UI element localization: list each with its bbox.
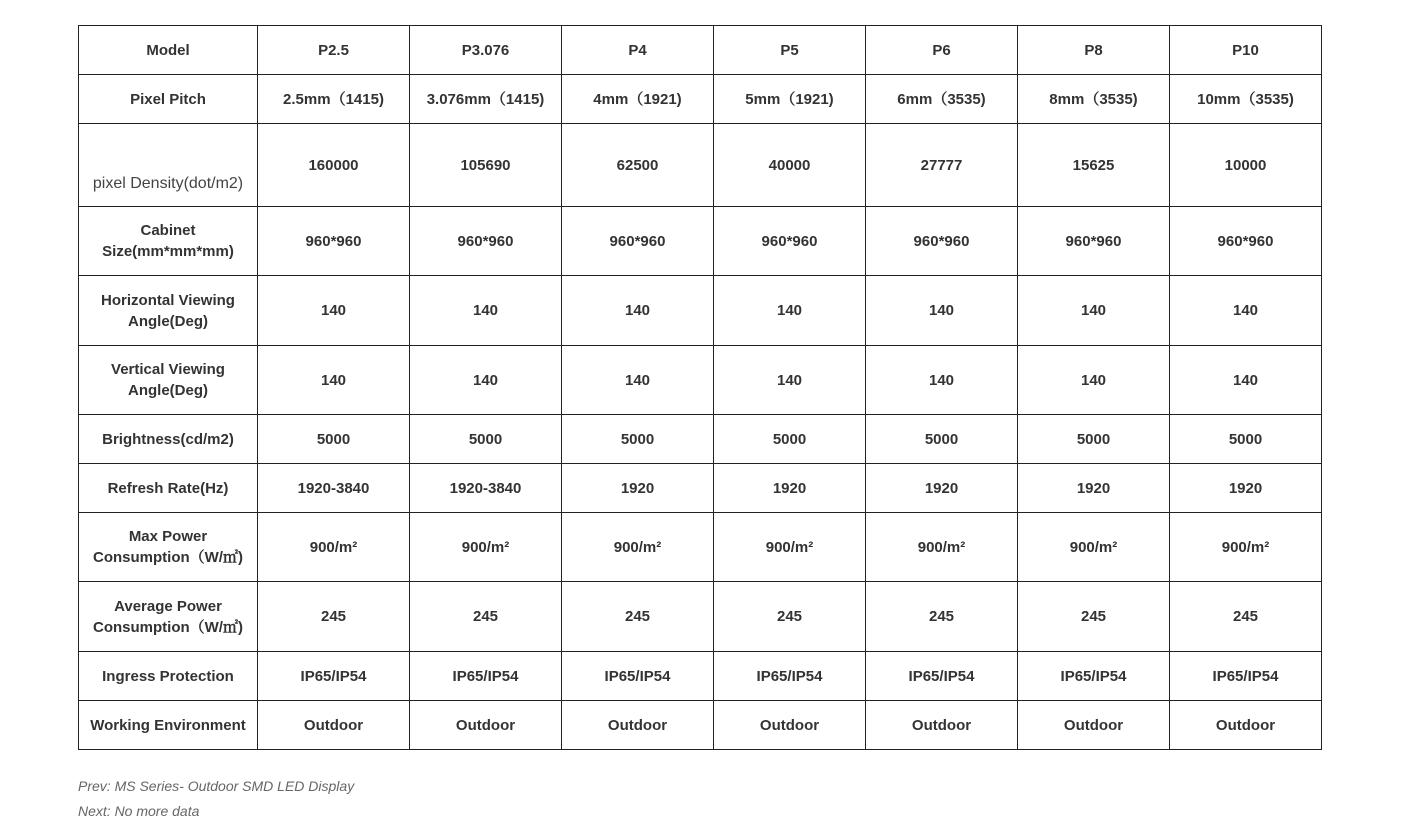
- table-cell: 245: [1018, 582, 1170, 652]
- table-cell: 140: [1170, 346, 1322, 415]
- table-cell: 1920: [562, 464, 714, 513]
- table-cell: 5000: [1018, 415, 1170, 464]
- header-cell: P8: [1018, 26, 1170, 75]
- table-cell: IP65/IP54: [258, 652, 410, 701]
- table-cell: 960*960: [866, 207, 1018, 276]
- table-cell: 140: [866, 276, 1018, 346]
- header-cell-model: Model: [79, 26, 258, 75]
- header-cell: P4: [562, 26, 714, 75]
- table-cell: IP65/IP54: [714, 652, 866, 701]
- spec-table: [78, 25, 1322, 750]
- row-label: Pixel Pitch: [79, 75, 258, 124]
- table-cell: 140: [1018, 346, 1170, 415]
- table-row: [79, 124, 1322, 207]
- header-cell: P10: [1170, 26, 1322, 75]
- table-cell: 140: [410, 346, 562, 415]
- table-cell: 960*960: [410, 207, 562, 276]
- table-cell: 4mm（1921): [562, 75, 714, 124]
- table-cell: 245: [1170, 582, 1322, 652]
- table-cell: 245: [866, 582, 1018, 652]
- table-cell: 1920: [1170, 464, 1322, 513]
- row-label: Working Environment: [79, 701, 258, 750]
- table-cell: Outdoor: [714, 701, 866, 750]
- table-cell: 245: [562, 582, 714, 652]
- table-cell: 960*960: [1170, 207, 1322, 276]
- table-cell: 245: [714, 582, 866, 652]
- table-cell: 900/m²: [866, 513, 1018, 582]
- table-cell: 62500: [562, 124, 714, 207]
- table-cell: 900/m²: [562, 513, 714, 582]
- table-cell: 5000: [714, 415, 866, 464]
- table-cell: 960*960: [1018, 207, 1170, 276]
- table-cell: 900/m²: [714, 513, 866, 582]
- table-cell: Outdoor: [562, 701, 714, 750]
- row-label: Refresh Rate(Hz): [79, 464, 258, 513]
- row-label: Max Power Consumption（W/㎡): [79, 513, 258, 582]
- row-label: Cabinet Size(mm*mm*mm): [79, 207, 258, 276]
- table-row: [79, 415, 1322, 464]
- table-cell: 8mm（3535): [1018, 75, 1170, 124]
- row-label: pixel Density(dot/m2): [79, 124, 258, 207]
- table-cell: 140: [258, 276, 410, 346]
- header-cell: P3.076: [410, 26, 562, 75]
- table-cell: 140: [562, 346, 714, 415]
- table-cell: 1920-3840: [258, 464, 410, 513]
- table-cell: 900/m²: [1018, 513, 1170, 582]
- table-cell: 140: [866, 346, 1018, 415]
- table-cell: 1920: [1018, 464, 1170, 513]
- table-cell: 3.076mm（1415): [410, 75, 562, 124]
- table-cell: 900/m²: [1170, 513, 1322, 582]
- table-cell: 960*960: [258, 207, 410, 276]
- table-row: [79, 464, 1322, 513]
- table-row: [79, 652, 1322, 701]
- table-cell: 245: [258, 582, 410, 652]
- row-label: Brightness(cd/m2): [79, 415, 258, 464]
- table-cell: 140: [714, 346, 866, 415]
- table-cell: 5mm（1921): [714, 75, 866, 124]
- next-link: Next: No more data: [78, 803, 200, 819]
- table-cell: 40000: [714, 124, 866, 207]
- header-cell: P5: [714, 26, 866, 75]
- table-cell: 140: [410, 276, 562, 346]
- table-cell: 140: [714, 276, 866, 346]
- table-row: [79, 513, 1322, 582]
- table-cell: Outdoor: [258, 701, 410, 750]
- table-cell: 5000: [562, 415, 714, 464]
- table-row: [79, 701, 1322, 750]
- prev-link[interactable]: Prev: MS Series- Outdoor SMD LED Display: [78, 778, 355, 794]
- table-row: [79, 207, 1322, 276]
- table-cell: 10mm（3535): [1170, 75, 1322, 124]
- table-cell: 160000: [258, 124, 410, 207]
- table-cell: Outdoor: [1018, 701, 1170, 750]
- table-cell: Outdoor: [866, 701, 1018, 750]
- table-cell: 140: [562, 276, 714, 346]
- table-cell: IP65/IP54: [562, 652, 714, 701]
- row-label: Ingress Protection: [79, 652, 258, 701]
- table-cell: 960*960: [562, 207, 714, 276]
- row-label: Vertical Viewing Angle(Deg): [79, 346, 258, 415]
- table-row: [79, 75, 1322, 124]
- row-label: Average Power Consumption（W/㎡): [79, 582, 258, 652]
- table-cell: 140: [258, 346, 410, 415]
- table-cell: 1920: [714, 464, 866, 513]
- table-cell: 245: [410, 582, 562, 652]
- row-label: Horizontal Viewing Angle(Deg): [79, 276, 258, 346]
- table-cell: Outdoor: [1170, 701, 1322, 750]
- table-cell: Outdoor: [410, 701, 562, 750]
- table-cell: 2.5mm（1415): [258, 75, 410, 124]
- table-cell: 1920-3840: [410, 464, 562, 513]
- table-cell: 10000: [1170, 124, 1322, 207]
- table-header-row: [79, 26, 1322, 75]
- table-cell: IP65/IP54: [410, 652, 562, 701]
- table-cell: 900/m²: [410, 513, 562, 582]
- table-cell: 27777: [866, 124, 1018, 207]
- table-cell: 140: [1018, 276, 1170, 346]
- table-cell: 140: [1170, 276, 1322, 346]
- table-cell: 1920: [866, 464, 1018, 513]
- table-cell: IP65/IP54: [1018, 652, 1170, 701]
- header-cell: P2.5: [258, 26, 410, 75]
- table-cell: 15625: [1018, 124, 1170, 207]
- table-cell: 5000: [258, 415, 410, 464]
- table-row: [79, 346, 1322, 415]
- table-row: [79, 582, 1322, 652]
- table-cell: 900/m²: [258, 513, 410, 582]
- table-cell: 5000: [1170, 415, 1322, 464]
- table-cell: IP65/IP54: [1170, 652, 1322, 701]
- table-cell: 6mm（3535): [866, 75, 1018, 124]
- header-cell: P6: [866, 26, 1018, 75]
- table-cell: IP65/IP54: [866, 652, 1018, 701]
- table-row: [79, 276, 1322, 346]
- table-cell: 5000: [866, 415, 1018, 464]
- table-cell: 5000: [410, 415, 562, 464]
- table-cell: 960*960: [714, 207, 866, 276]
- table-cell: 105690: [410, 124, 562, 207]
